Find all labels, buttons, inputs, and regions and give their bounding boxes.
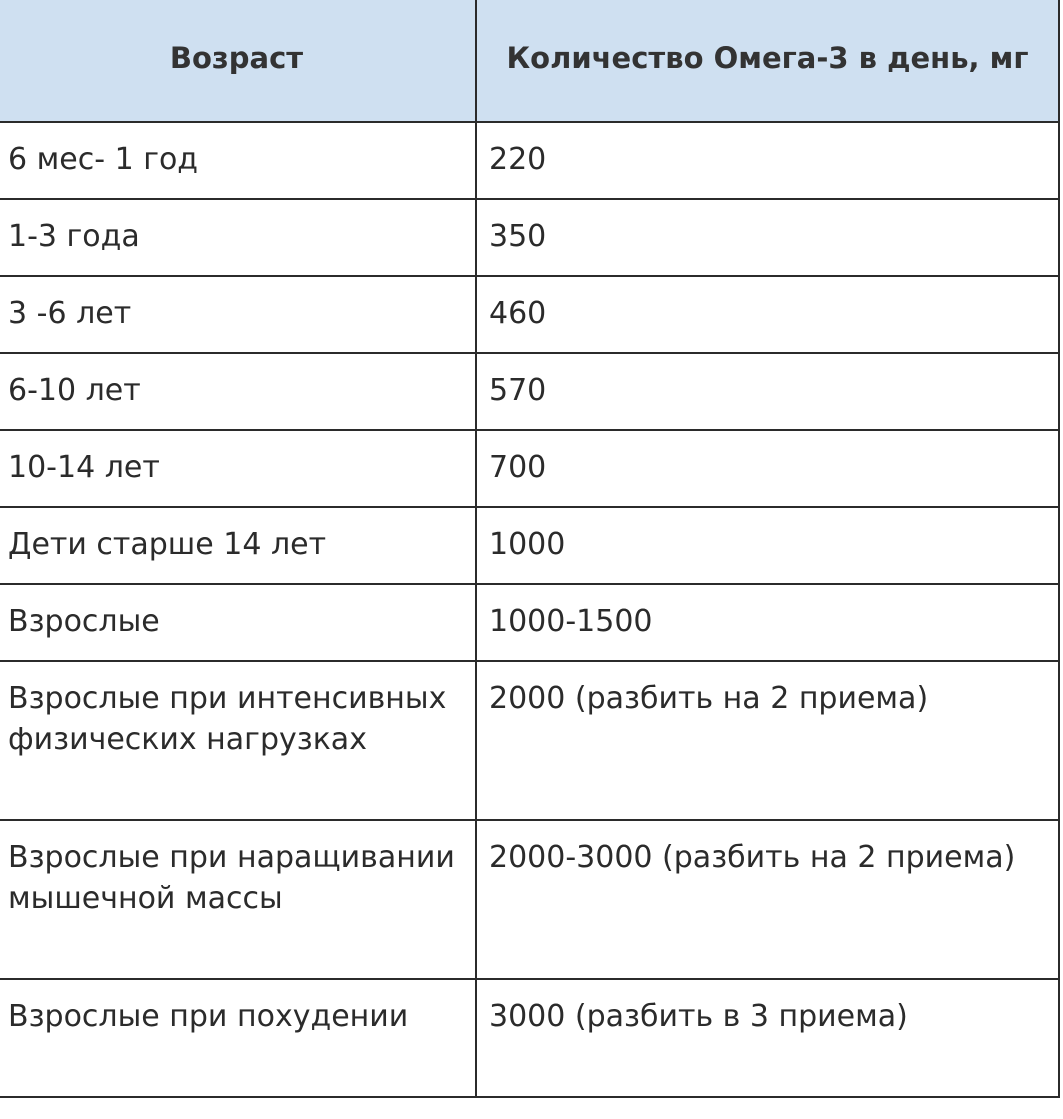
cell-age: 3 -6 лет bbox=[0, 276, 476, 353]
cell-amount: 2000 (разбить на 2 приема) bbox=[476, 661, 1059, 820]
cell-amount: 1000-1500 bbox=[476, 584, 1059, 661]
table-row bbox=[0, 584, 1059, 661]
cell-age: Дети старше 14 лет bbox=[0, 507, 476, 584]
cell-age: Взрослые bbox=[0, 584, 476, 661]
table-row bbox=[0, 276, 1059, 353]
table-row bbox=[0, 661, 1059, 820]
cell-amount: 1000 bbox=[476, 507, 1059, 584]
header-age: Возраст bbox=[0, 0, 476, 122]
cell-age: Взрослые при интенсивных физических нагрузках bbox=[0, 661, 476, 820]
cell-age: 1-3 года bbox=[0, 199, 476, 276]
cell-amount: 350 bbox=[476, 199, 1059, 276]
header-amount: Количество Омега-3 в день, мг bbox=[476, 0, 1059, 122]
table-row bbox=[0, 820, 1059, 979]
table-row bbox=[0, 979, 1059, 1097]
cell-amount: 460 bbox=[476, 276, 1059, 353]
table-row bbox=[0, 199, 1059, 276]
cell-amount: 2000-3000 (разбить на 2 приема) bbox=[476, 820, 1059, 979]
cell-age: 10-14 лет bbox=[0, 430, 476, 507]
cell-amount: 3000 (разбить в 3 приема) bbox=[476, 979, 1059, 1097]
table-header-row bbox=[0, 0, 1059, 122]
cell-age: 6-10 лет bbox=[0, 353, 476, 430]
cell-amount: 570 bbox=[476, 353, 1059, 430]
table-row bbox=[0, 430, 1059, 507]
table-row bbox=[0, 122, 1059, 199]
cell-age: Взрослые при похудении bbox=[0, 979, 476, 1097]
table-row bbox=[0, 353, 1059, 430]
cell-amount: 220 bbox=[476, 122, 1059, 199]
table-row bbox=[0, 507, 1059, 584]
cell-age: 6 мес- 1 год bbox=[0, 122, 476, 199]
cell-age: Взрослые при наращивании мышечной массы bbox=[0, 820, 476, 979]
cell-amount: 700 bbox=[476, 430, 1059, 507]
